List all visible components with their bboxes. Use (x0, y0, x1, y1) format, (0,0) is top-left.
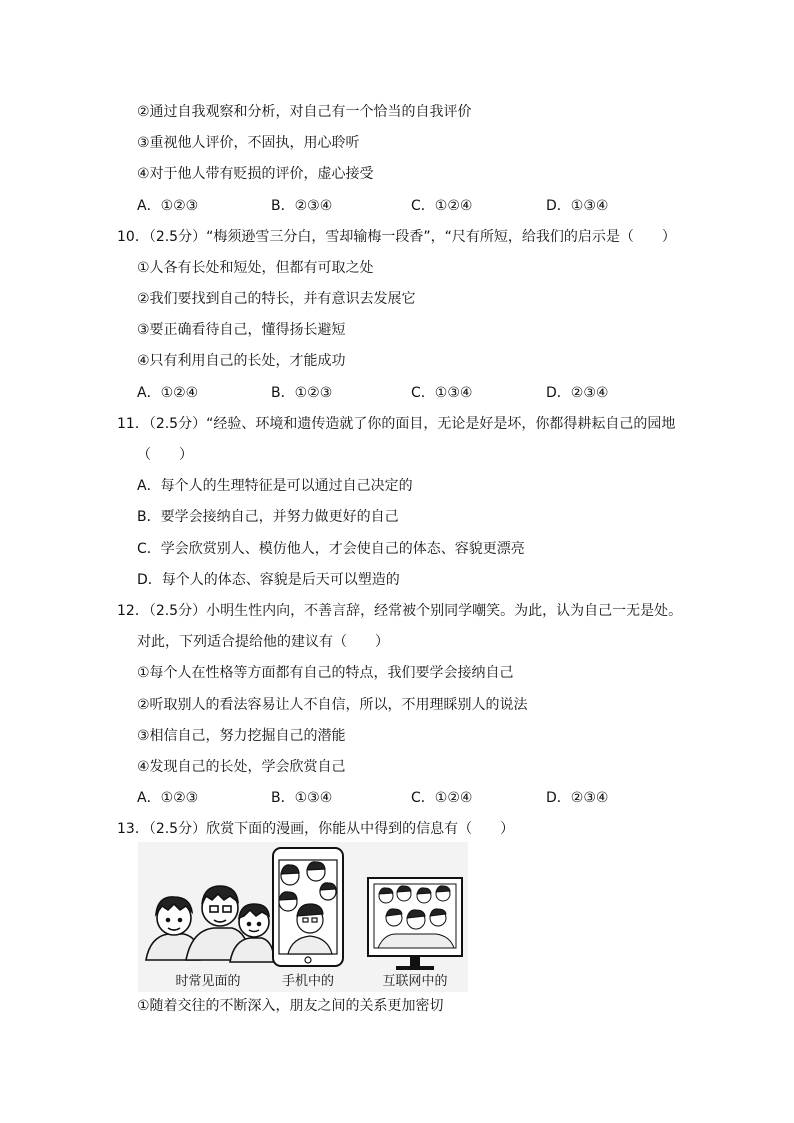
q10-stem: 10．（2.5分）“梅须逊雪三分白，雪却输梅一段香”，“尺有所短，给我们的启示是（ ） (117, 229, 676, 245)
q10-option-b[interactable]: B．①②③ (271, 385, 333, 401)
q12-option-c[interactable]: C．①②④ (411, 790, 473, 806)
q12-item-2: ②听取别人的看法容易让人不自信，所以，不用理睬别人的说法 (137, 697, 528, 713)
caption-in-person: 时常见面的 (175, 974, 241, 989)
q10-item-4: ④只有利用自己的长处，才能成功 (137, 353, 346, 369)
q12-option-d[interactable]: D．②③④ (546, 790, 609, 806)
q11-choice-d[interactable]: D．每个人的体态、容貌是后天可以塑造的 (137, 572, 400, 588)
q12-stem-cont: 对此，下列适合提给他的建议有（ ） (137, 634, 389, 650)
q12-option-b[interactable]: B．①③④ (271, 790, 333, 806)
q13-stem: 13．（2.5分）欣赏下面的漫画，你能从中得到的信息有（ ） (117, 821, 515, 837)
q13-item-1: ①随着交往的不断深入，朋友之间的关系更加密切 (137, 998, 444, 1014)
q9-option-d[interactable]: D．①③④ (546, 198, 609, 214)
q12-stem: 12．（2.5分）小明生性内向，不善言辞，经常被个别同学嘲笑。为此，认为自己一无是处。 (117, 603, 683, 619)
q9-item-3: ③重视他人评价，不固执，用心聆听 (137, 135, 360, 151)
caption-phone: 手机中的 (281, 974, 335, 989)
monitor-illustration (368, 878, 462, 970)
q10-option-d[interactable]: D．②③④ (546, 385, 609, 401)
caption-internet: 互联网中的 (382, 974, 448, 989)
q9-item-4: ④对于他人带有贬损的评价，虚心接受 (137, 166, 374, 182)
q10-item-2: ②我们要找到自己的特长，并有意识去发展它 (137, 291, 416, 307)
q9-item-2: ②通过自我观察和分析，对自己有一个恰当的自我评价 (137, 104, 472, 120)
q9-option-b[interactable]: B．②③④ (271, 198, 333, 214)
phone-illustration (273, 848, 343, 966)
q11-stem: 11．（2.5分）“经验、环境和遗传造就了你的面目，无论是好是坏，你都得耕耘自己的园地 (117, 416, 676, 432)
friendship-comic (138, 842, 468, 992)
q12-item-3: ③相信自己，努力挖掘自己的潜能 (137, 728, 346, 744)
q9-option-a[interactable]: A．①②③ (137, 198, 199, 214)
q10-item-3: ③要正确看待自己，懂得扬长避短 (137, 322, 346, 338)
q9-option-c[interactable]: C．①②④ (411, 198, 473, 214)
q12-item-4: ④发现自己的长处，学会欣赏自己 (137, 759, 346, 775)
q11-stem-paren: （ ） (137, 447, 193, 463)
q10-item-1: ①人各有长处和短处，但都有可取之处 (137, 260, 374, 276)
q11-choice-a[interactable]: A．每个人的生理特征是可以通过自己决定的 (137, 478, 413, 494)
q11-choice-b[interactable]: B．要学会接纳自己，并努力做更好的自己 (137, 509, 399, 525)
q12-item-1: ①每个人在性格等方面都有自己的特点，我们要学会接纳自己 (137, 665, 514, 681)
q10-option-c[interactable]: C．①③④ (411, 385, 473, 401)
q10-option-a[interactable]: A．①②④ (137, 385, 199, 401)
q12-option-a[interactable]: A．①②③ (137, 790, 199, 806)
q11-choice-c[interactable]: C．学会欣赏别人、模仿他人，才会使自己的体态、容貌更漂亮 (137, 541, 525, 557)
